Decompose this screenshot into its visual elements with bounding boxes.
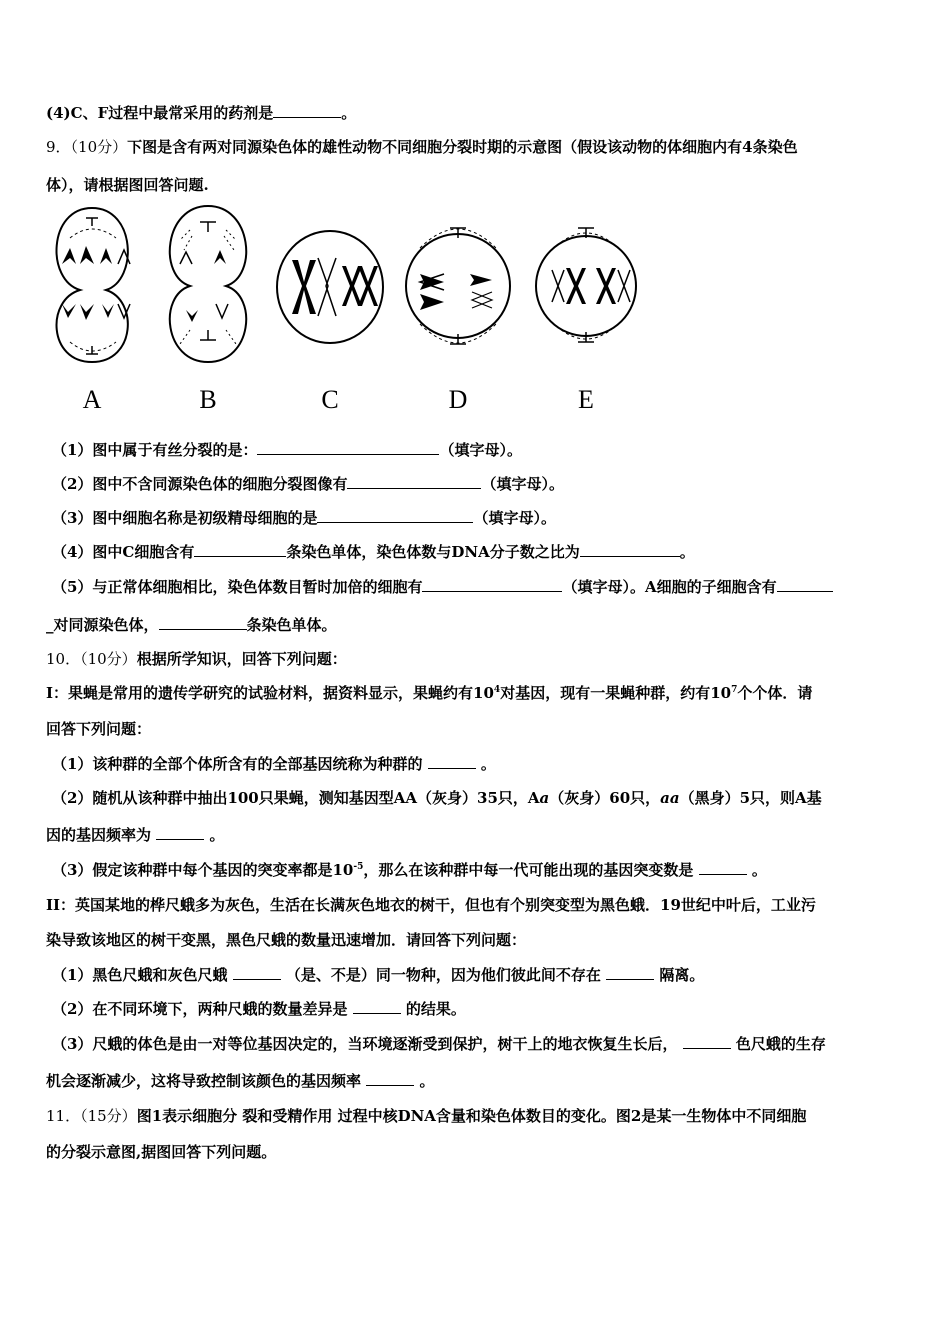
answer-blank [428, 754, 476, 769]
answer-blank [156, 825, 204, 840]
answer-blank [353, 999, 401, 1014]
q9-sub5-continued: _对同源染色体， 条染色单体。 [46, 616, 337, 634]
q9-sub4: （4）图中C细胞含有 条染色单体，染色体数与DNA分子数之比为 。 [52, 543, 695, 561]
q10-intro: 10．（10分）根据所学知识，回答下列问题： [46, 650, 347, 668]
q8-sub4: (4)C、F过程中最常采用的药剂是 。 [46, 104, 357, 122]
answer-blank [194, 542, 286, 557]
q9-sub3: （3）图中细胞名称是初级精母细胞的是 （填字母）。 [52, 509, 556, 527]
answer-blank [699, 860, 747, 875]
answer-blank [777, 577, 833, 592]
answer-blank [317, 508, 473, 523]
q10-part1-sub1: （1）该种群的全部个体所含有的全部基因统称为种群的 。 [52, 755, 496, 773]
cell-a-diagram [57, 208, 130, 362]
answer-blank [366, 1071, 414, 1086]
cell-d-diagram [406, 228, 510, 344]
cell-division-figure [40, 200, 650, 420]
q10-part1-line1: I：果蝇是常用的遗传学研究的试验材料，据资料显示，果蝇约有$10^4$对基因，现有一果蝇种群，约有$10^7$个个体．请 [46, 684, 813, 702]
q10-part2-sub2: （2）在不同环境下，两种尺蛾的数量差异是 的结果。 [52, 1000, 466, 1018]
q10-part2-sub3-continued: 机会逐渐减少，这将导致控制该颜色的基因频率 。 [46, 1072, 435, 1090]
figure-label-a: A [82, 385, 102, 414]
q10-part1-line2: 回答下列问题： [46, 720, 152, 738]
figure-label-d: D [448, 385, 468, 414]
figure-label-e: E [578, 385, 594, 414]
q10-part2-line2: 染导致该地区的树干变黑，黑色尺蛾的数量迅速增加．请回答下列问题： [46, 931, 527, 949]
q9-intro-line2: 体），请根据图回答问题. [46, 176, 209, 194]
q10-part1-sub3: （3）假定该种群中每个基因的突变率都是$10^{-5}$，那么在该种群中每一代可能出现的基因突变数是 。 [52, 861, 767, 879]
figure-label-b: B [199, 385, 217, 414]
q10-part1-sub2-continued: 因的基因频率为 。 [46, 826, 225, 844]
q9-sub2: （2）图中不含同源染色体的细胞分裂图像有 （填字母）。 [52, 475, 564, 493]
answer-blank [233, 965, 281, 980]
q9-sub5: （5）与正常体细胞相比，染色体数目暂时加倍的细胞有 （填字母）。A细胞的子细胞含有 [52, 577, 833, 597]
cell-b-diagram [170, 206, 246, 362]
answer-blank [580, 542, 680, 557]
answer-blank [422, 577, 562, 592]
q11-line1: 11．（15分）图1表示细胞分 裂和受精作用 过程中核DNA含量和染色体数目的变化。图2是某一生物体中不同细胞 [46, 1107, 807, 1125]
answer-blank [159, 615, 247, 630]
cell-e-diagram [536, 228, 636, 342]
q9-sub1: （1）图中属于有丝分裂的是： （填字母）。 [52, 441, 522, 459]
q10-part2-sub3: （3）尺蛾的体色是由一对等位基因决定的，当环境逐渐受到保护，树干上的地衣恢复生长后， 色尺蛾的生存 [52, 1035, 826, 1053]
answer-blank [683, 1034, 731, 1049]
answer-blank [257, 440, 439, 455]
answer-blank [273, 103, 341, 118]
q10-part2-line1: II：英国某地的桦尺蛾多为灰色，生活在长满灰色地衣的树干，但也有个别突变型为黑色蛾．19世纪中叶后，工业污 [46, 896, 816, 914]
q10-part1-sub2: （2）随机从该种群中抽出100只果蝇，测知基因型AA（灰身）35只，Aa（灰身）60只，aa（黑身）5只，则A基 [52, 789, 822, 807]
answer-blank [347, 474, 481, 489]
q9-intro-line1: 9．（10分）下图是含有两对同源染色体的雄性动物不同细胞分裂时期的示意图（假设该动物的体细胞内有4条染色 [46, 138, 798, 156]
answer-blank [606, 965, 654, 980]
q10-part2-sub1: （1）黑色尺蛾和灰色尺蛾 （是、不是）同一物种，因为他们彼此间不存在 隔离。 [52, 966, 705, 984]
q11-line2: 的分裂示意图,据图回答下列问题。 [46, 1143, 277, 1161]
cell-c-diagram [277, 231, 383, 343]
figure-label-c: C [321, 385, 339, 414]
